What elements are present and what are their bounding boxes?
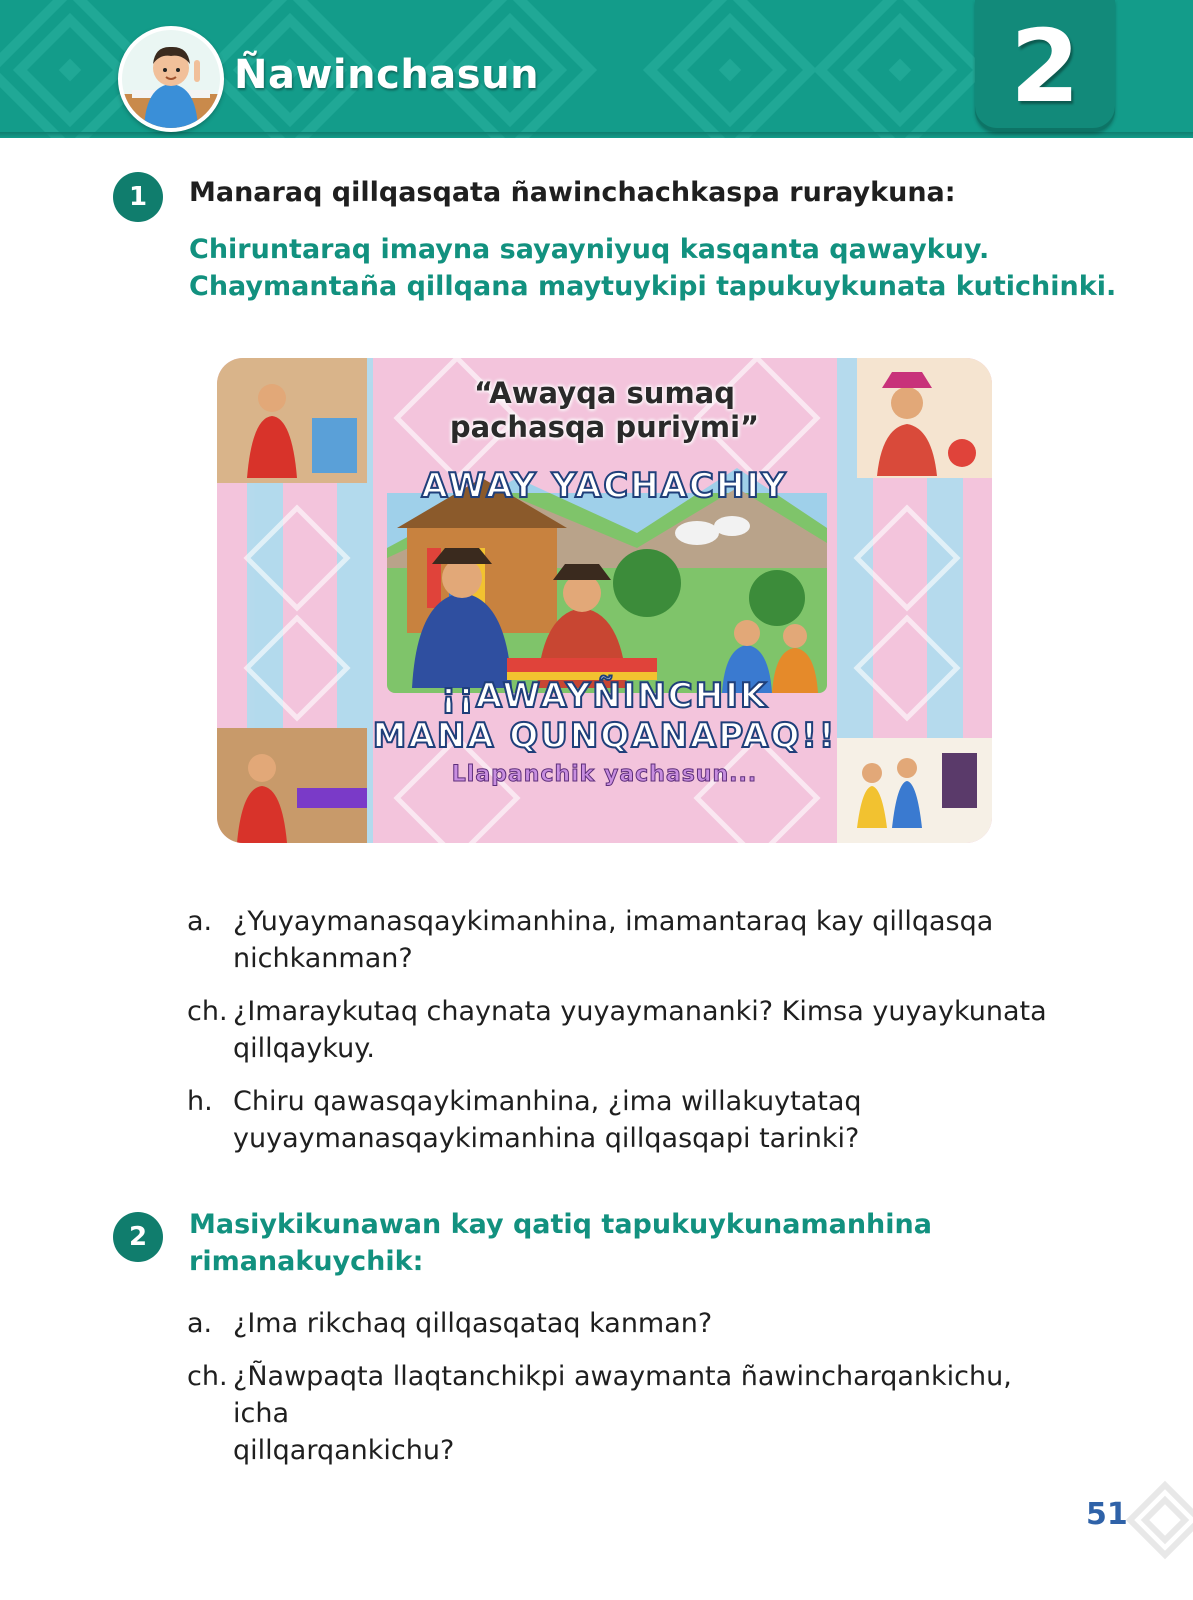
activity-green-line-1: Masiykikunawan kay qatiq tapukuykunamanhina <box>189 1209 932 1240</box>
question-line: qillqarqankichu? <box>233 1435 455 1466</box>
poster-headline-bottom-line-1: ¡¡AWAYÑINCHIK <box>440 676 769 716</box>
poster-headline-bottom <box>217 676 992 756</box>
section-title: Ñawinchasun <box>234 52 540 98</box>
activity-green-line-2: Chaymantaña qillqana maytuykipi tapukuykunata kutichinki. <box>189 271 1117 302</box>
question-marker: h. <box>187 1086 213 1117</box>
activity-number-badge: 1 <box>113 172 163 222</box>
question-line: Chiru qawasqaykimanhina, ¿ima willakuytataq <box>233 1086 862 1117</box>
header-shadow <box>0 132 1193 138</box>
poster-subtitle: Llapanchik yachasun... <box>451 762 758 787</box>
question-line: ¿Imaraykutaq chaynata yuyaymananki? Kimsa yuyaykunata <box>233 996 1047 1027</box>
question-line: ¿Ñawpaqta llaqtanchikpi awaymanta ñawincharqankichu, icha <box>233 1361 1012 1429</box>
poster-headline-bottom-line-2: MANA QUNQANAPAQ!! <box>372 716 837 756</box>
poster-image <box>217 358 992 843</box>
unit-tab <box>975 0 1115 132</box>
question-line: ¿Ima rikchaq qillqasqataq kanman? <box>233 1308 713 1339</box>
activity-green-line-1: Chiruntaraq imayna sayayniyuq kasqanta qawaykuy. <box>189 234 990 265</box>
unit-number: 2 <box>1010 8 1080 125</box>
question-marker: ch. <box>187 1361 228 1392</box>
activity-instruction: Manaraq qillqasqata ñawinchachkaspa ruraykuna: <box>189 177 956 208</box>
page-number: 51 <box>1086 1497 1128 1532</box>
question-line: qillqaykuy. <box>233 1033 375 1064</box>
poster-quote <box>217 376 992 444</box>
question-line: nichkanman? <box>233 943 413 974</box>
poster-quote-line-1: “Awayqa sumaq <box>473 376 735 410</box>
question-marker: ch. <box>187 996 228 1027</box>
header-band <box>0 0 1193 138</box>
activity-green-line-2: rimanakuychik: <box>189 1246 424 1277</box>
question-marker: a. <box>187 906 213 937</box>
question-marker: a. <box>187 1308 213 1339</box>
corner-diamond-decoration <box>1120 1475 1193 1600</box>
question-line: ¿Yuyaymanasqaykimanhina, imamantaraq kay qillqasqa <box>233 906 994 937</box>
child-reading-icon <box>118 26 224 132</box>
question-line: yuyaymanasqaykimanhina qillqasqapi tarinki? <box>233 1123 860 1154</box>
activity-number-badge: 2 <box>113 1212 163 1262</box>
poster-headline-top: AWAY YACHACHIY <box>421 466 788 506</box>
poster-quote-line-2: pachasqa puriymi” <box>449 410 760 444</box>
